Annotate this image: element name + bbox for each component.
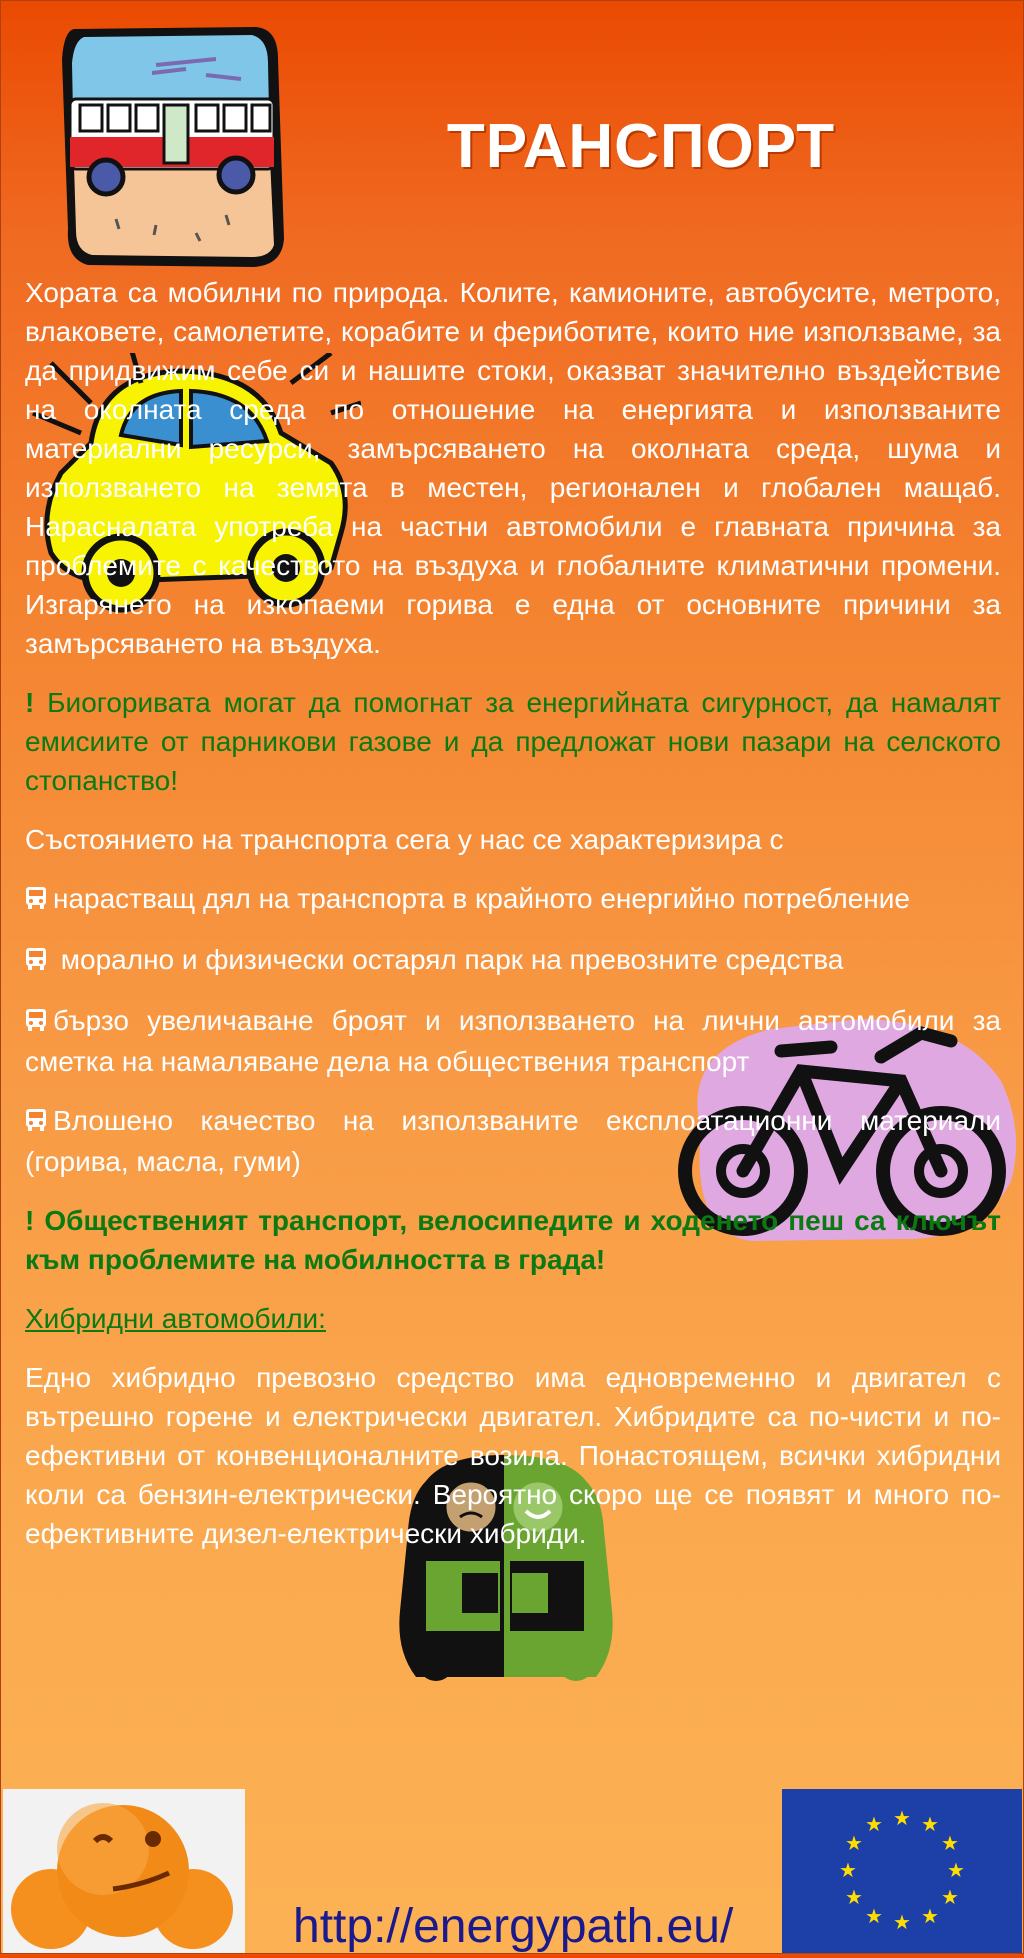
svg-text:★: ★: [921, 1812, 939, 1836]
public-transport-text: Общественият транспорт, велосипедите и ходенето пеш са ключът към проблемите на мобилността в града!: [25, 1205, 1001, 1275]
smiley-logo: [3, 1789, 245, 1953]
eu-flag: [782, 1789, 1022, 1953]
svg-text:★: ★: [865, 1904, 883, 1928]
bullet-text: Влошено качество на използваните експлоатационни материали (горива, масла, гуми): [25, 1105, 1001, 1177]
svg-text:★: ★: [947, 1858, 965, 1882]
bullet-item: [25, 940, 1001, 981]
bullet-item: [25, 879, 1001, 920]
svg-text:★: ★: [941, 1885, 959, 1909]
svg-text:★: ★: [845, 1831, 863, 1855]
content-column: [25, 273, 1001, 1573]
svg-text:★: ★: [845, 1885, 863, 1909]
hybrid-heading: Хибридни автомобили:: [25, 1303, 326, 1334]
svg-text:★: ★: [839, 1858, 857, 1882]
footer-url-link[interactable]: http://energypath.eu/: [293, 1900, 734, 1953]
page-title: ТРАНСПОРТ: [446, 112, 836, 181]
bus-bullet-icon: [25, 942, 47, 981]
bus-illustration: [56, 19, 294, 269]
bus-bullet-icon: [25, 1003, 47, 1042]
svg-text:★: ★: [941, 1831, 959, 1855]
bullet-item: [25, 1101, 1001, 1181]
bus-bullet-icon: [25, 881, 47, 920]
svg-text:★: ★: [893, 1910, 911, 1934]
bullet-text: морално и физически остарял парк на превозните средства: [53, 944, 844, 975]
svg-text:★: ★: [893, 1806, 911, 1830]
svg-text:★: ★: [921, 1904, 939, 1928]
bus-bullet-icon: [25, 1103, 47, 1142]
biofuel-note: [25, 683, 1001, 800]
exclamation-icon: !: [25, 687, 35, 718]
state-intro: Състоянието на транспорта сега у нас се характеризира с: [25, 824, 784, 855]
exclamation-icon: !: [25, 1205, 35, 1236]
svg-text:★: ★: [865, 1812, 883, 1836]
biofuel-text: Биогоривата могат да помогнат за енергийната сигурност, да намалят емисиите от парникови газове и да предложат нови пазари на селското стопанство!: [25, 687, 1001, 796]
public-transport-note: [25, 1201, 1001, 1279]
bullet-item: [25, 1001, 1001, 1081]
intro-paragraph: Хората са мобилни по природа. Колите, камионите, автобусите, метрото, влаковете, самолетите, корабите и фериботите, които ние използваме, за да придвижим себе си и нашите стоки, оказват значително въздействие на околната среда по отношение на енергията и използваните материални ресурси, замърсяването на околната среда, шума и използването на земята в местен, регионален и глобален мащаб. Нарасналата употреба на частни автомобили е главната причина за проблемите с качеството на въздуха и глобалните климатични промени. Изгарянето на изкопаеми горива е една от основните причини за замърсяването на въздуха.: [25, 277, 1001, 659]
bullet-text: нарастващ дял на транспорта в крайното енергийно потребление: [53, 883, 910, 914]
bullet-text: бързо увеличаване броят и използването на лични автомобили за сметка на намаляване дела на обществения транспорт: [25, 1005, 1001, 1077]
hybrid-paragraph: Едно хибридно превозно средство има едновременно и двигател с вътрешно горене и електрически двигател. Хибридите са по-чисти и по-ефективни от конвенционалните возила. Понастоящем, всички хибридни коли са бензин-електрически. Вероятно скоро ще се появят и много по-ефективните дизел-електрически хибриди.: [25, 1362, 1001, 1549]
